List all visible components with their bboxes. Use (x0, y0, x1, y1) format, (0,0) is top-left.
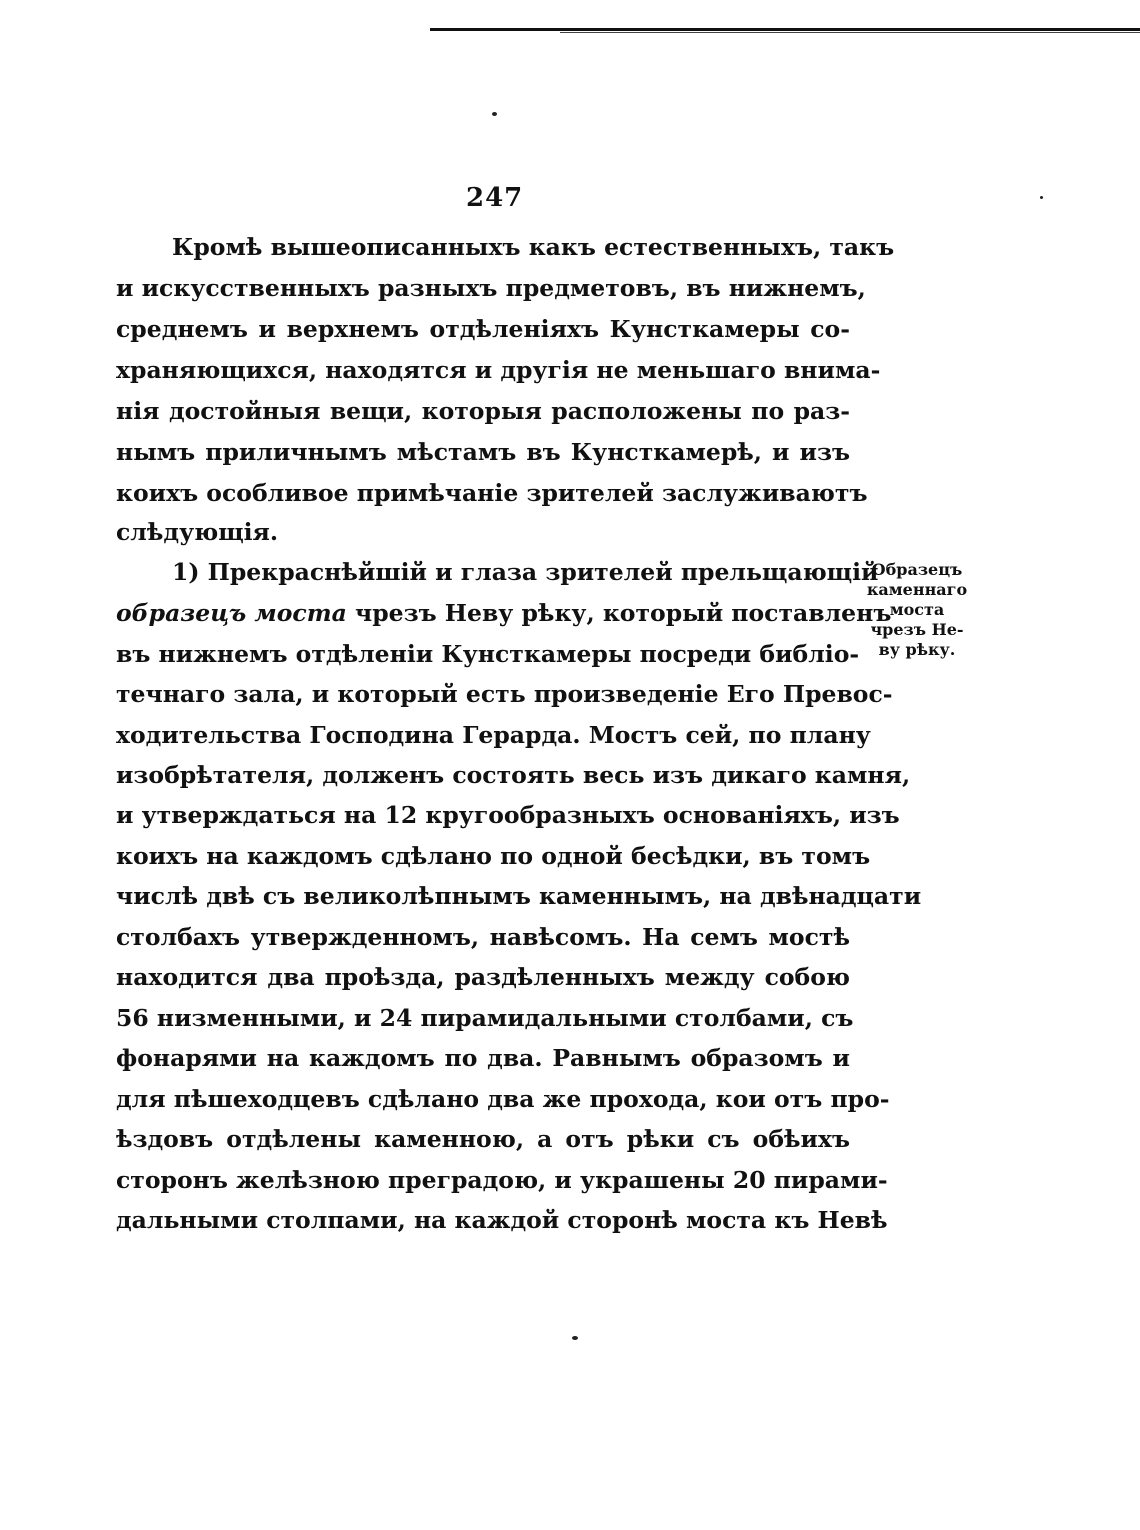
scan-speck (492, 112, 497, 116)
top-scan-rule-thin (560, 32, 1140, 33)
text-line: слѣдующiя. (116, 518, 279, 546)
margin-note-line: каменнаго (866, 580, 968, 599)
text-line: нымъ приличнымъ мѣстамъ въ Кунсткамерѣ, и изъ (116, 438, 850, 466)
text-line: 56 низменными, и 24 пирамидальными столбами, съ (116, 1004, 854, 1032)
text-line: коихъ на каждомъ сдѣлано по одной бесѣдки, въ томъ (116, 842, 871, 870)
scan-speck (572, 1336, 578, 1340)
text-line: нiя достойныя вещи, которыя расположены по раз- (116, 397, 850, 425)
text-line: 1) Прекраснѣйшiй и глаза зрителей прельщающiй (172, 558, 879, 586)
text-line: находится два проѣзда, раздѣленныхъ между собою (116, 963, 850, 991)
text-line: коихъ особливое примѣчанiе зрителей заслуживаютъ (116, 479, 868, 507)
text-line: среднемъ и верхнемъ отдѣленiяхъ Кунсткамеры со- (116, 315, 850, 343)
text-line: числѣ двѣ съ великолѣпнымъ каменнымъ, на двѣнадцати (116, 882, 922, 910)
text-line: и утверждаться на 12 кругообразныхъ основанiяхъ, изъ (116, 801, 900, 829)
margin-note-line: моста (889, 600, 945, 619)
text-line-mixed (116, 598, 892, 628)
text-line: сторонъ желѣзною преградою, и украшены 20 пирами- (116, 1166, 888, 1194)
text-line: течнаго зала, и который есть произведенiе Его Превос- (116, 680, 893, 708)
margin-note-line: Образецъ (871, 560, 963, 579)
text-line: храняющихся, находятся и другiя не меньшаго внима- (116, 356, 881, 384)
text-line: столбахъ утвержденномъ, навѣсомъ. На семъ мостѣ (116, 923, 850, 951)
scan-speck (1040, 196, 1043, 199)
text-line: дальными столпами, на каждой сторонѣ моста къ Невѣ (116, 1206, 888, 1234)
text-line: для пѣшеходцевъ сдѣлано два же прохода, кои отъ про- (116, 1085, 890, 1113)
margin-note (862, 560, 972, 660)
text-line: Кромѣ вышеописанныхъ какъ естественныхъ, такъ (172, 233, 895, 261)
top-scan-rule (430, 28, 1140, 31)
text-span: чрезъ Неву рѣку, который поставленъ (346, 599, 892, 627)
text-line: изобрѣтателя, долженъ состоять весь изъ дикаго камня, (116, 761, 911, 789)
text-line: ѣздовъ отдѣлены каменною, а отъ рѣки съ обѣихъ (116, 1125, 850, 1153)
text-line: и искусственныхъ разныхъ предметовъ, въ нижнемъ, (116, 274, 866, 302)
margin-note-line: ву рѣку. (878, 640, 956, 659)
page-number: 247 (466, 183, 524, 213)
italic-term: образецъ моста (116, 599, 347, 627)
text-line: въ нижнемъ отдѣленiи Кунсткамеры посреди библiо- (116, 640, 860, 668)
text-line: ходительства Господина Герарда. Мостъ сей, по плану (116, 721, 871, 749)
text-line: фонарями на каждомъ по два. Равнымъ образомъ и (116, 1044, 850, 1072)
margin-note-line: чрезъ Не- (870, 620, 964, 639)
